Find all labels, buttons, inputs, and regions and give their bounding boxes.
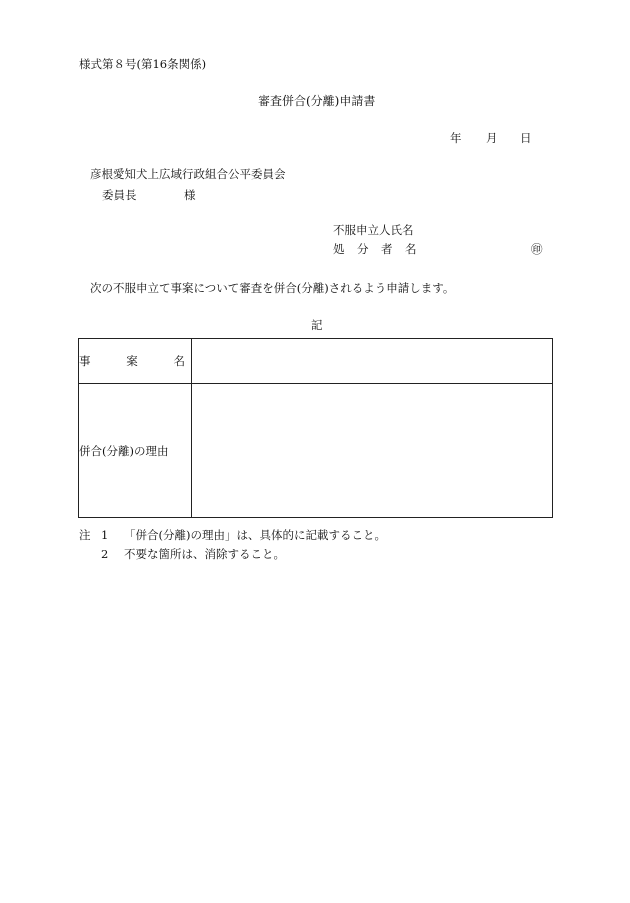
table-row xyxy=(79,339,553,384)
addressee-position: 委員長 xyxy=(102,188,137,202)
note-text: 不要な箇所は、消除すること。 xyxy=(124,547,285,561)
seal-mark: ㊞ xyxy=(531,242,543,256)
notes-prefix: 注 xyxy=(79,528,91,542)
date-year: 年 xyxy=(450,131,462,145)
note-number: 1 xyxy=(101,528,109,542)
merge-reason-field[interactable] xyxy=(192,384,553,518)
note-number: 2 xyxy=(101,547,109,561)
case-name-label: 事 案 名 xyxy=(79,339,192,384)
body-text: 次の不服申立て事案について審査を併合(分離)されるよう申請します。 xyxy=(90,281,455,295)
application-table xyxy=(78,338,553,518)
merge-reason-label: 併合(分離)の理由 xyxy=(79,384,192,518)
date-day: 日 xyxy=(520,131,532,145)
addressee-honorific: 様 xyxy=(184,188,196,202)
document-title: 審査併合(分離)申請書 xyxy=(258,94,376,108)
table-row xyxy=(79,384,553,518)
applicant-name-label: 不服申立人氏名 xyxy=(333,223,414,237)
addressee-organization: 彦根愛知犬上広域行政組合公平委員会 xyxy=(90,167,286,181)
ki-marker: 記 xyxy=(311,318,323,332)
note-text: 「併合(分離)の理由」は、具体的に記載すること。 xyxy=(124,528,386,542)
date-month: 月 xyxy=(486,131,498,145)
case-name-field[interactable] xyxy=(192,339,553,384)
form-number: 様式第８号(第16条関係) xyxy=(79,57,207,71)
